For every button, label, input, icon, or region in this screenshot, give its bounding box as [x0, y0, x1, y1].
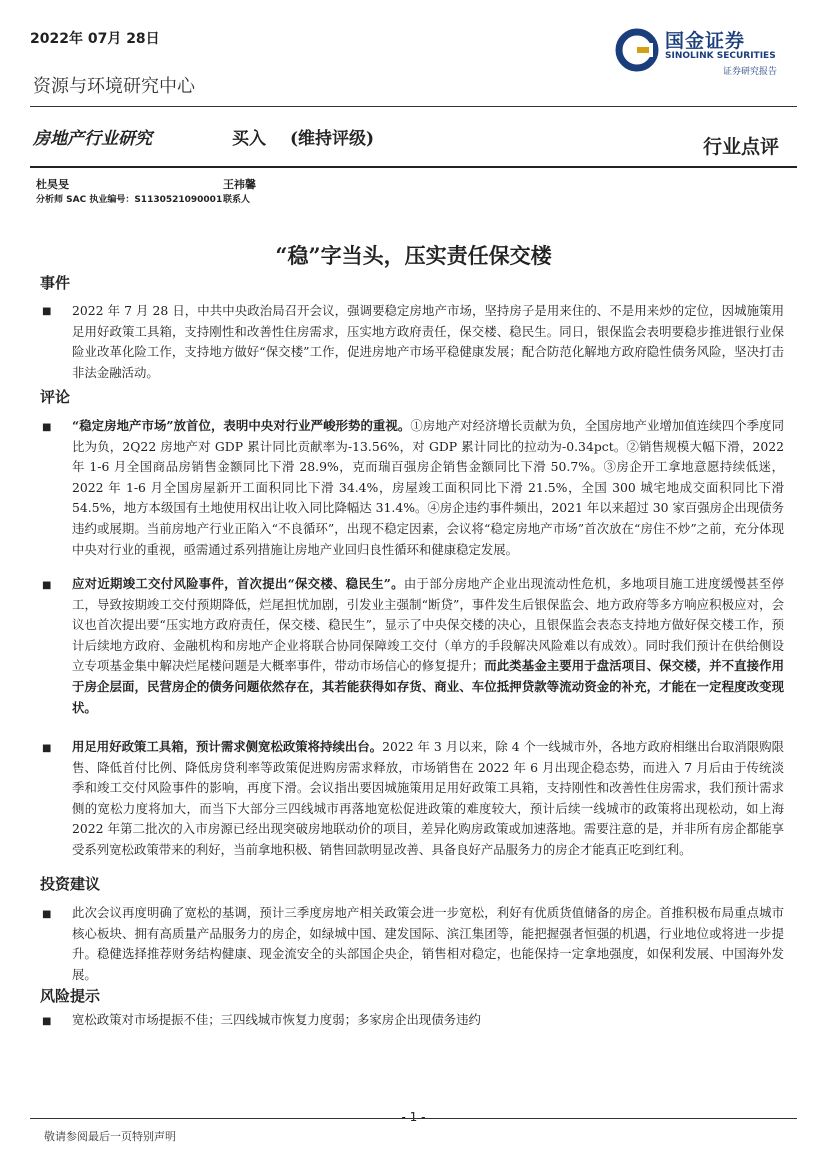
company-logo	[615, 24, 785, 80]
comment-paragraph-3	[72, 737, 784, 861]
comment-paragraph-2	[72, 574, 784, 718]
bullet-icon: ■	[42, 580, 52, 591]
comment-1-body: ①房地产对经济增长贡献为负，全国房地产业增加值连续四个季度同比为负，2Q22 房地产对 GDP 累计同比贡献率为-13.56%，对 GDP 累计同比的拉动为-0.34pct。②销售规模大幅下滑，2022 年 1-6 月全国商品房销售金额同比下滑 28.9%，克而瑞百强房企销售金额同比下滑 50.7%。③房企开工拿地意愿持续低迷，2022 年 1-6 月全国房屋新开工面积同比下滑 34.4%，房屋竣工面积同比下滑 21.5%，全国 300 城宅地成交面积同比下滑 54.5%，地方本级国有土地使用权出让收入同比降幅达 31.4%。④房企违约事件频出，2021 年以来超过 30 家百强房企出现债务违约或展期。当前房地产行业正陷入“不良循环”，出现不稳定因素，会议将“稳定房地产市场”首次放在“房住不炒”之前，充分体现中央对行业的重视，亟需通过系列措施让房地产业回归良性循环和健康稳定发展。	[72, 418, 784, 557]
bullet-icon: ■	[42, 909, 52, 920]
comment-3-body: 2022 年 3 月以来，除 4 个一线城市外，各地方政府相继出台取消限购限售、降低首付比例、降低房贷利率等政策促进购房需求释放，市场销售在 2022 年 6 月出现企稳态势，而进入 7 月后由于传统淡季和竣工交付风险事件的影响，再度下滑。会议指出要因城施策用足用好政策工具箱，支持刚性和改善性住房需求，我们预计需求侧的宽松力度将加大，而当下大部分三四线城市再落地宽松促进政策的难度较大，预计后续一线城市的政策将出现松动，如上海 2022 年第二批次的入市房源已经出现突破房地联动价的项目，差异化购房政策或加速落地。需要注意的是，并非所有房企都能享受系列宽松政策带来的利好，当前拿地积极、销售回款明显改善、具备良好产品服务力的房企才能真正吃到红利。	[72, 739, 784, 857]
report-type: 行业点评	[702, 136, 779, 158]
footer-divider	[30, 1118, 797, 1119]
rating: 买入	[232, 129, 266, 149]
bullet-icon: ■	[42, 1016, 52, 1027]
logo-subtitle: 证券研究报告	[723, 67, 778, 77]
comment-2-emphasis: 而此类基金主要用于盘活项目、保交楼，并不直接作用于房企层面，民营房企的债务问题依然存在，其若能获得如存货、商业、车位抵押贷款等流动资金的补充，才能在一定程度改变现状。	[72, 658, 785, 715]
comment-2-lead: 应对近期竣工交付风险事件，首次提出“保交楼、稳民生”。	[72, 576, 404, 591]
logo-name-en: SINOLINK SECURITIES	[665, 51, 776, 61]
section-heading-advice: 投资建议	[40, 875, 101, 893]
report-date: 2022年 07月 28日	[30, 31, 160, 47]
report-title: “稳”字当头，压实责任保交楼	[275, 243, 552, 268]
comment-2-body: 由于部分房地产企业出现流动性危机，多地项目施工进度缓慢甚至停工，导致按期竣工交付预期降低，烂尾担忧加剧，引发业主强制“断贷”，事件发生后银保监会、地方政府等多方响应积极应对，会议也首次提出要“压实地方政府责任，保交楼、稳民生”，显示了中央保交楼的决心，且银保监会表态支持地方做好保交楼工作，预计后续地方政府、金融机构和房地产企业将联合协同保障竣工交付（单方的手段解决风险难以有成效）。同时我们预计在供给侧设立专项基金集中解决烂尾楼问题是大概率事件，带动市场信心的修复提升；	[72, 576, 784, 674]
logo-mark-icon	[615, 28, 659, 72]
contact-role: 联系人	[223, 195, 251, 205]
section-heading-risk: 风险提示	[40, 987, 101, 1005]
sector-name: 房地产行业研究	[33, 129, 152, 149]
section-heading-comment: 评论	[40, 388, 71, 406]
section-heading-event: 事件	[40, 274, 71, 292]
author-name: 杜昊旻	[36, 178, 69, 191]
bullet-icon: ■	[42, 422, 52, 433]
risk-paragraph: 宽松政策对市场提振不佳；三四线城市恢复力度弱；多家房企出现债务违约	[72, 1012, 481, 1027]
rating-note: (维持评级)	[290, 129, 375, 149]
comment-paragraph-1	[72, 416, 784, 560]
comment-1-lead: “稳定房地产市场”放首位，表明中央对行业严峻形势的重视。	[72, 418, 411, 433]
advice-paragraph: 此次会议再度明确了宽松的基调，预计三季度房地产相关政策会进一步宽松，利好有优质货值储备的房企。首推积极布局重点城市核心板块、拥有高质量产品服务力的房企，如绿城中国、建发国际、滨江集团等，能把握强者恒强的机遇，行业地位或将进一步提升。稳健选择推荐财务结构健康、现金流安全的头部国企央企，销售相对稳定，也能保持一定拿地强度，如保利发展、中国海外发展。	[72, 905, 784, 982]
comment-3-lead: 用足用好政策工具箱，预计需求侧宽松政策将持续出台。	[72, 739, 383, 754]
contact-name: 王祎馨	[223, 178, 256, 191]
research-center: 资源与环境研究中心	[33, 76, 195, 97]
title-divider	[30, 166, 797, 168]
author-cert: 分析师 SAC 执业编号：S1130521090001	[36, 195, 223, 205]
bullet-icon: ■	[42, 306, 52, 317]
event-paragraph: 2022 年 7 月 28 日，中共中央政治局召开会议，强调要稳定房地产市场，坚持房子是用来住的、不是用来炒的定位，因城施策用足用好政策工具箱，支持刚性和改善性住房需求，压实地方政府责任，保交楼、稳民生。同日，银保监会表明要稳步推进银行业保险业改革化险工作，支持地方做好“保交楼”工作，促进房地产市场平稳健康发展；配合防范化解地方政府隐性债务风险，坚决打击非法金融活动。	[72, 303, 784, 380]
page-number: - 1 -	[401, 1110, 426, 1124]
disclaimer-link[interactable]: 敬请参阅最后一页特别声明	[44, 1130, 176, 1143]
header-divider	[30, 106, 797, 107]
logo-name-cn: 国金证券	[665, 30, 746, 52]
bullet-icon: ■	[42, 743, 52, 754]
